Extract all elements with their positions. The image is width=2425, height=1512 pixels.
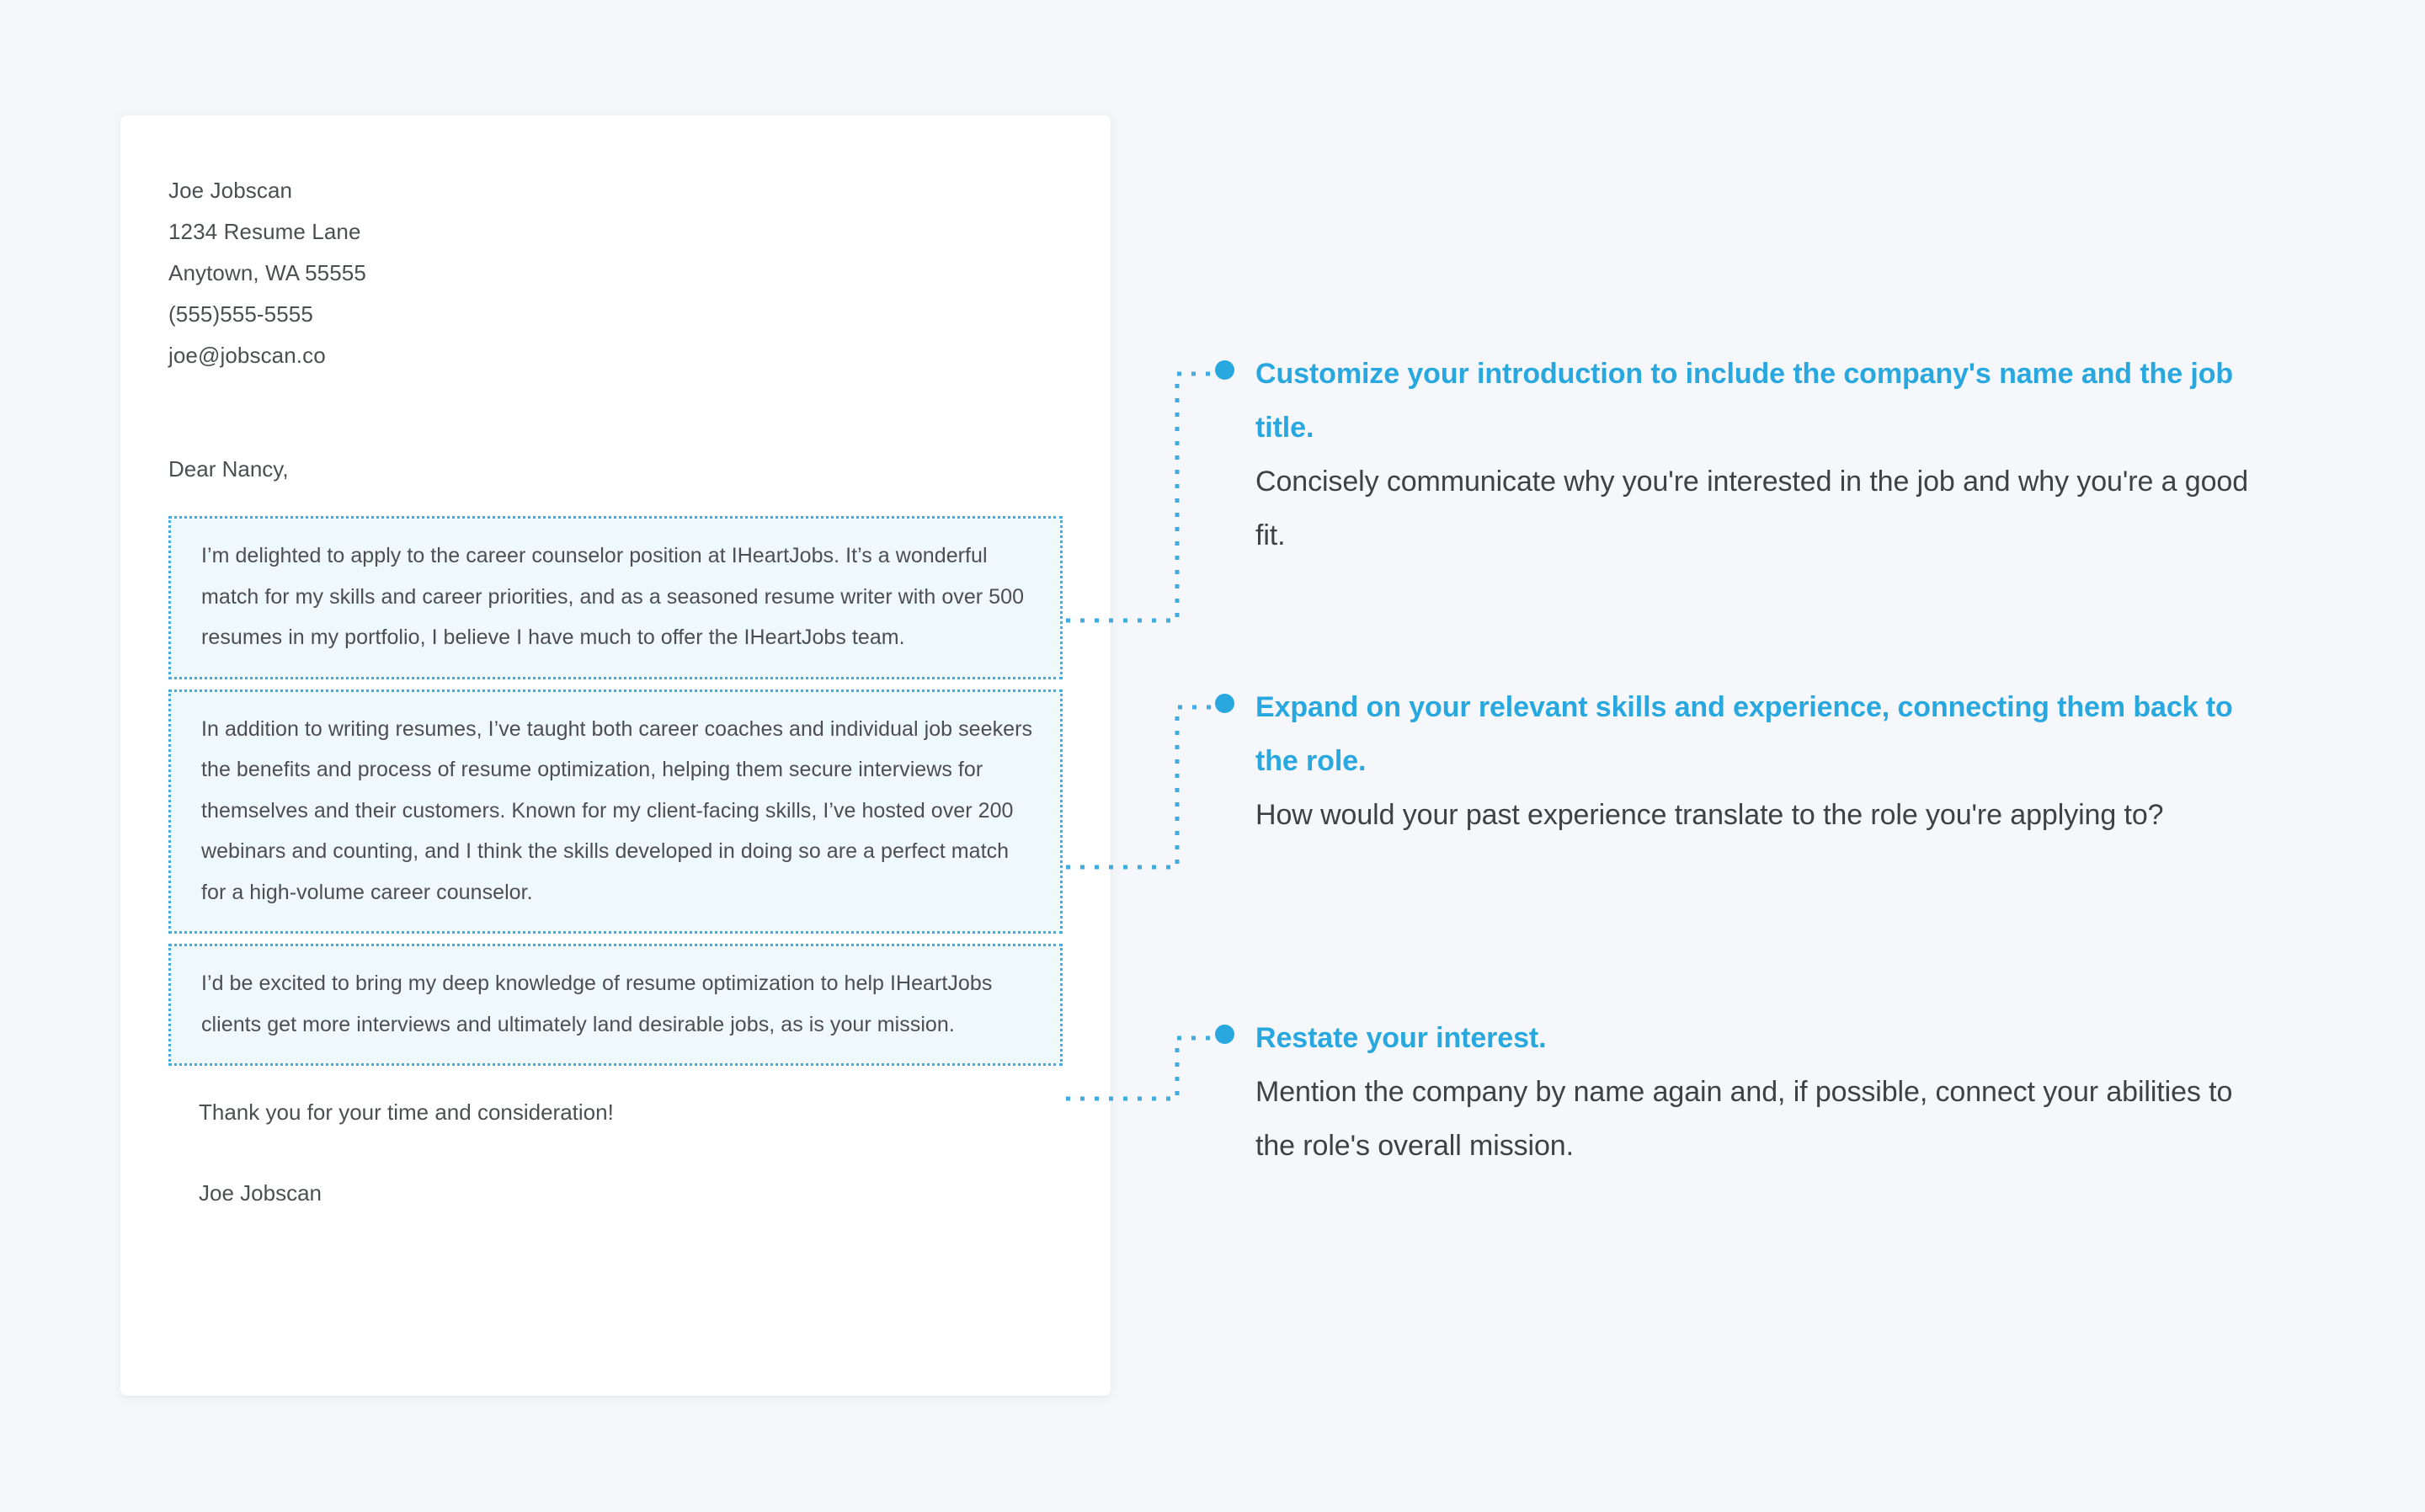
sender-phone: (555)555-5555 bbox=[168, 301, 313, 327]
annotation-2-description: How would your past experience translate to the role you're applying to? bbox=[1255, 799, 2164, 831]
salutation: Dear Nancy, bbox=[168, 456, 289, 482]
cover-letter-card bbox=[120, 115, 1111, 1396]
closing-signature: Joe Jobscan bbox=[199, 1180, 322, 1206]
sender-email: joe@jobscan.co bbox=[168, 343, 326, 368]
sender-city: Anytown, WA 55555 bbox=[168, 260, 366, 285]
paragraph-2-text: In addition to writing resumes, I’ve taught both career coaches and individual job seekers the benefits and process of resume optimization, helping them secure interviews for themselves and their customers. Known for my client-facing skills, I’ve hosted over 200 webinars and counting, and I think the skills developed in doing so are a perfect match for a high-volume career counselor. bbox=[201, 716, 1033, 904]
closing-thanks: Thank you for your time and consideration! bbox=[199, 1099, 614, 1125]
sender-street: 1234 Resume Lane bbox=[168, 219, 361, 244]
annotation-1 bbox=[1215, 347, 2251, 562]
annotation-1-body bbox=[1255, 347, 2251, 562]
highlighted-paragraph-1 bbox=[168, 516, 1063, 679]
annotation-2-body bbox=[1255, 680, 2251, 842]
annotation-1-description: Concisely communicate why you're interested in the job and why you're a good fit. bbox=[1255, 466, 2249, 551]
paragraph-1-text: I’m delighted to apply to the career counselor position at IHeartJobs. It’s a wonderful match for my skills and career priorities, and as a seasoned resume writer with over 500 resumes in my portfolio, I believe I have much to offer the IHeartJobs team. bbox=[201, 544, 1025, 649]
annotation-2-title: Expand on your relevant skills and experience, connecting them back to the role. bbox=[1255, 691, 2233, 777]
letter-content bbox=[168, 170, 1063, 1207]
annotation-1-title: Customize your introduction to include the company's name and the job title. bbox=[1255, 358, 2234, 444]
annotation-3-title: Restate your interest. bbox=[1255, 1022, 1547, 1054]
sender-address-block bbox=[168, 170, 1063, 376]
highlighted-paragraph-3 bbox=[168, 944, 1063, 1066]
highlighted-paragraph-2 bbox=[168, 689, 1063, 934]
annotation-2 bbox=[1215, 680, 2251, 842]
sender-name: Joe Jobscan bbox=[168, 178, 293, 203]
paragraph-3-text: I’d be excited to bring my deep knowledge of resume optimization to help IHeartJobs clients get more interviews and ultimately land desirable jobs, as is your mission. bbox=[201, 972, 993, 1036]
annotation-3-body bbox=[1255, 1011, 2251, 1173]
annotation-3-description: Mention the company by name again and, if possible, connect your abilities to the role's overall mission. bbox=[1255, 1076, 2233, 1162]
bullet-dot-icon bbox=[1215, 694, 1234, 713]
annotation-3 bbox=[1215, 1011, 2251, 1173]
bullet-dot-icon bbox=[1215, 360, 1234, 380]
bullet-dot-icon bbox=[1215, 1025, 1234, 1044]
